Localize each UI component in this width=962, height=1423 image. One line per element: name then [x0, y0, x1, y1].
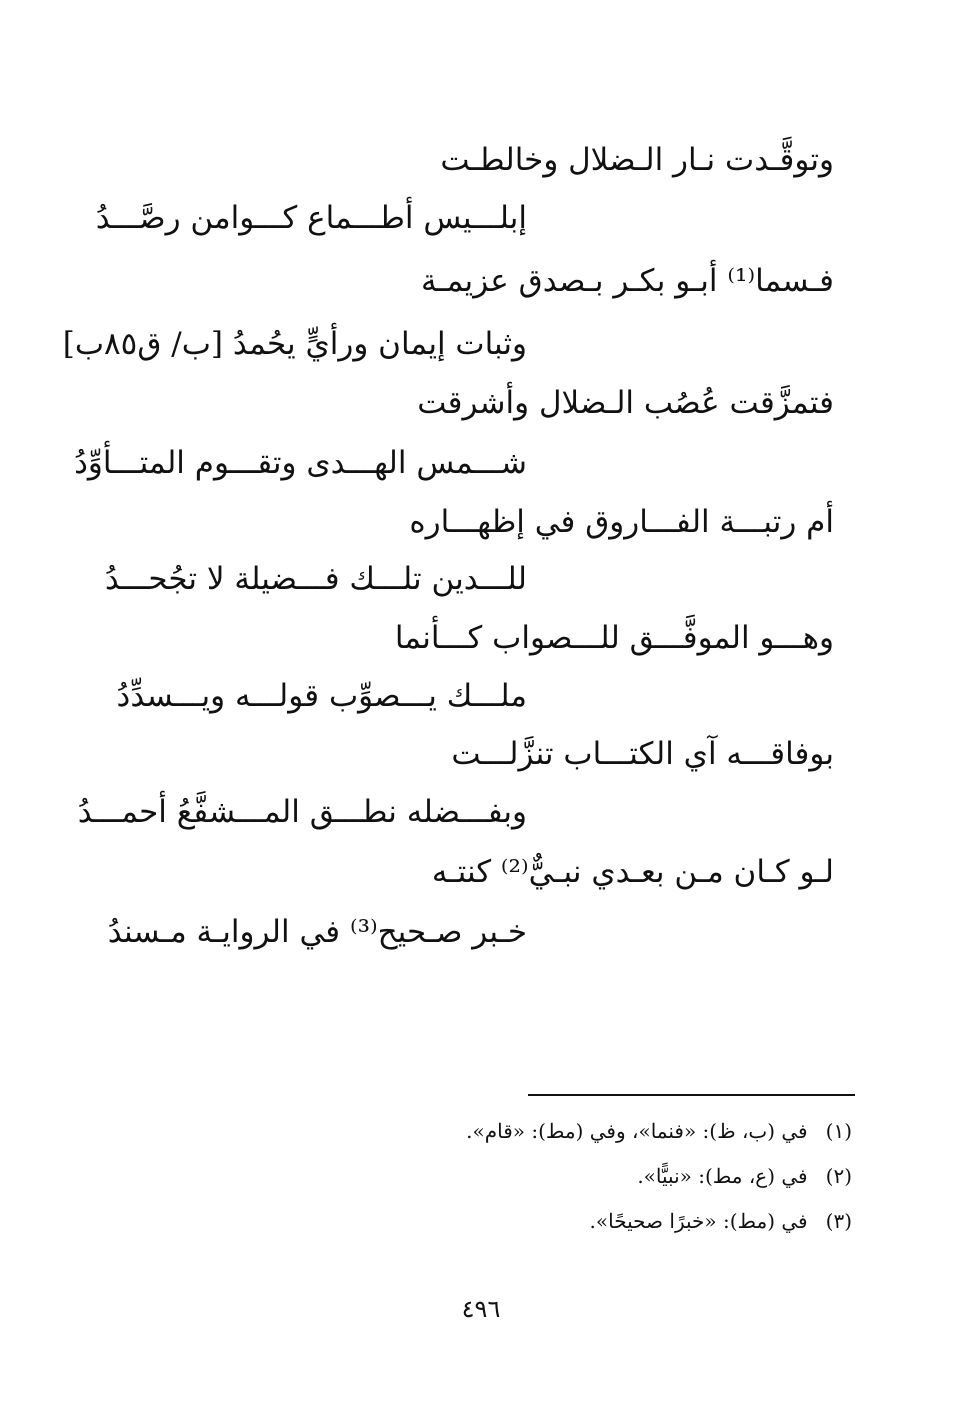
footnote-2	[392, 1161, 852, 1191]
verse-line-3: فـسما⁽¹⁾ أبـو بكـر بـصدق عزيمـة	[420, 263, 834, 299]
footnote-number: (٢)	[825, 1164, 852, 1188]
verse-line-13: لـو كـان مـن بعـدي نبـيٌّ⁽²⁾ كنتـه	[431, 854, 834, 890]
verse-line-11: بوفاقـــه آي الكتـــاب تنزَّلـــت	[451, 736, 834, 772]
footnote-text: في (ب، ظ): «فنما»، وفي (مط): «قام».	[466, 1119, 808, 1143]
footnote-text: في (ع، مط): «نبيًّا».	[637, 1164, 808, 1188]
verse-line-8: للـــدين تلـــك فـــضيلة لا تجُحـــدُ	[104, 561, 527, 597]
verse-line-5: فتمزَّقت عُصُب الـضلال وأشرقت	[417, 385, 834, 421]
verse-line-4: وثبات إيمان ورأيٍّ يحُمدُ [ب/ ق٨٥ب]	[62, 326, 527, 362]
verse-line-9: وهـــو الموفَّـــق للـــصواب كـــأنما	[394, 620, 834, 656]
verse-line-14: خـبر صـحيح⁽³⁾ في الروايـة مـسندُ	[107, 914, 527, 950]
verse-line-1: وتوقَّـدت نـار الـضلال وخالطـت	[440, 142, 834, 178]
verse-line-2: إبلـــيس أطـــماع كـــوامن رصَّـــدُ	[95, 200, 527, 236]
verse-line-7: أم رتبـــة الفـــاروق في إظهـــاره	[409, 504, 834, 540]
verse-line-6: شـــمس الهـــدى وتقـــوم المتـــأوِّدُ	[74, 445, 527, 481]
footnote-text: في (مط): «خبرًا صحيحًا».	[589, 1209, 808, 1233]
footnote-3	[392, 1206, 852, 1236]
footnote-separator	[528, 1094, 855, 1096]
page-number: ٤٩٦	[461, 1295, 501, 1323]
verse-line-12: وبفـــضله نطـــق المـــشفَّعُ أحمـــدُ	[77, 794, 527, 830]
verse-line-10: ملـــك يـــصوِّب قولـــه ويـــسدِّدُ	[116, 678, 527, 714]
footnote-1	[392, 1116, 852, 1146]
footnote-number: (٣)	[825, 1209, 852, 1233]
footnote-number: (١)	[825, 1119, 852, 1143]
